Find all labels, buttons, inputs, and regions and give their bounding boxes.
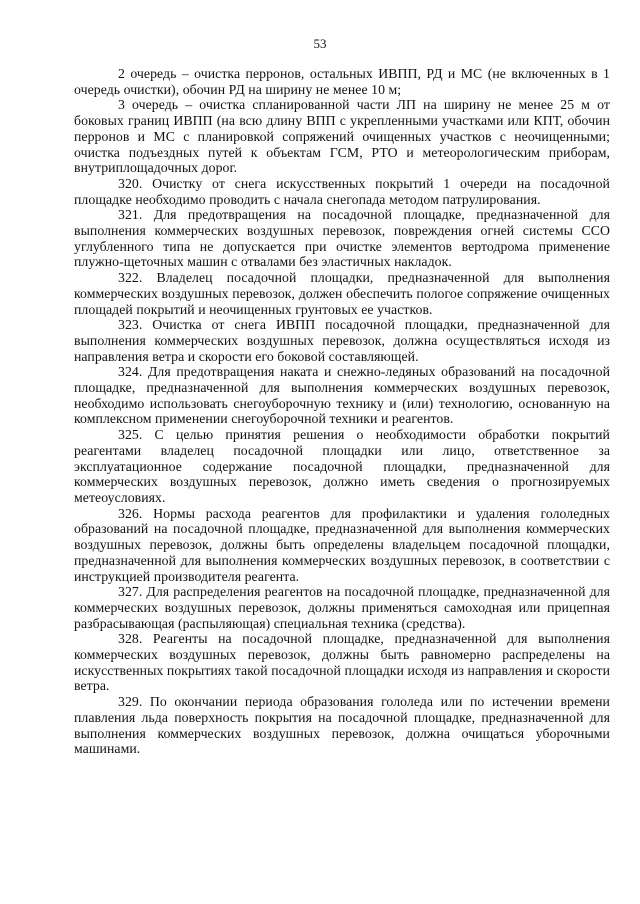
- paragraph-321: 321. Для предотвращения на посадочной площадке, предназначенной для выполнения коммерческих воздушных перевозок, повреждения огней системы ССО углубленного типа не допускается при очистке элементов вертодрома применение плужно-щеточных машин с отвалами без эластичных накладок.: [74, 207, 610, 270]
- paragraph-queue-2: 2 очередь – очистка перронов, остальных ИВПП, РД и МС (не включенных в 1 очередь очистки), обочин РД на ширину не менее 10 м;: [74, 66, 610, 97]
- document-body: [74, 66, 610, 757]
- page-number: 53: [313, 36, 327, 51]
- paragraph-322: 322. Владелец посадочной площадки, предназначенной для выполнения коммерческих воздушных перевозок, должен обеспечить пологое сопряжение очищенных площадей покрытий и неочищенных грунтовых ее участков.: [74, 270, 610, 317]
- paragraph-324: 324. Для предотвращения наката и снежно-ледяных образований на посадочной площадке, предназначенной для выполнения коммерческих воздушных перевозок, необходимо использовать снегоуборочную технику и (или) технологию, основанную на комплексном применении снегоуборочной техники и реагентов.: [74, 364, 610, 427]
- paragraph-328: 328. Реагенты на посадочной площадке, предназначенной для выполнения коммерческих воздушных перевозок, должны быть равномерно распределены на искусственных покрытиях такой посадочной площадки исходя из направления и скорости ветра.: [74, 631, 610, 694]
- paragraph-323: 323. Очистка от снега ИВПП посадочной площадки, предназначенной для выполнения коммерческих воздушных перевозок, должна осуществляться исходя из направления ветра и скорости его боковой составляющей.: [74, 317, 610, 364]
- paragraph-325: 325. С целью принятия решения о необходимости обработки покрытий реагентами владелец посадочной площадки или лицо, ответственное за эксплуатационное содержание посадочной площадки, предназначенной для коммерческих воздушных перевозок, должно иметь сведения о прогнозируемых метеоусловиях.: [74, 427, 610, 505]
- paragraph-326: 326. Нормы расхода реагентов для профилактики и удаления гололедных образований на посадочной площадке, предназначенной для выполнения коммерческих воздушных перевозок, должны быть определены владельцем посадочной площадки, предназначенной для выполнения коммерческих воздушных перевозок, в соответствии с инструкцией производителя реагента.: [74, 505, 610, 584]
- paragraph-queue-3: 3 очередь – очистка спланированной части ЛП на ширину не менее 25 м от боковых границ ИВПП (на всю длину ВПП с укрепленными участками или КПТ, обочин перронов и МС с планировкой сопряжений очищенных участков с неочищенными; очистка подъездных путей к объектам ГСМ, РТО и метеорологическим приборам, внутриплощадочных дорог.: [74, 97, 610, 176]
- paragraph-320: 320. Очистку от снега искусственных покрытий 1 очереди на посадочной площадке необходимо проводить с начала снегопада методом патрулирования.: [74, 175, 610, 207]
- paragraph-329: 329. По окончании периода образования гололеда или по истечении времени плавления льда поверхность покрытия на посадочной площадке, предназначенной для выполнения коммерческих воздушных перевозок, должна очищаться уборочными машинами.: [74, 694, 610, 757]
- paragraph-327: 327. Для распределения реагентов на посадочной площадке, предназначенной для коммерческих воздушных перевозок, должны применяться самоходная или прицепная разбрасывающая (распыляющая) специальная техника (средства).: [74, 584, 610, 631]
